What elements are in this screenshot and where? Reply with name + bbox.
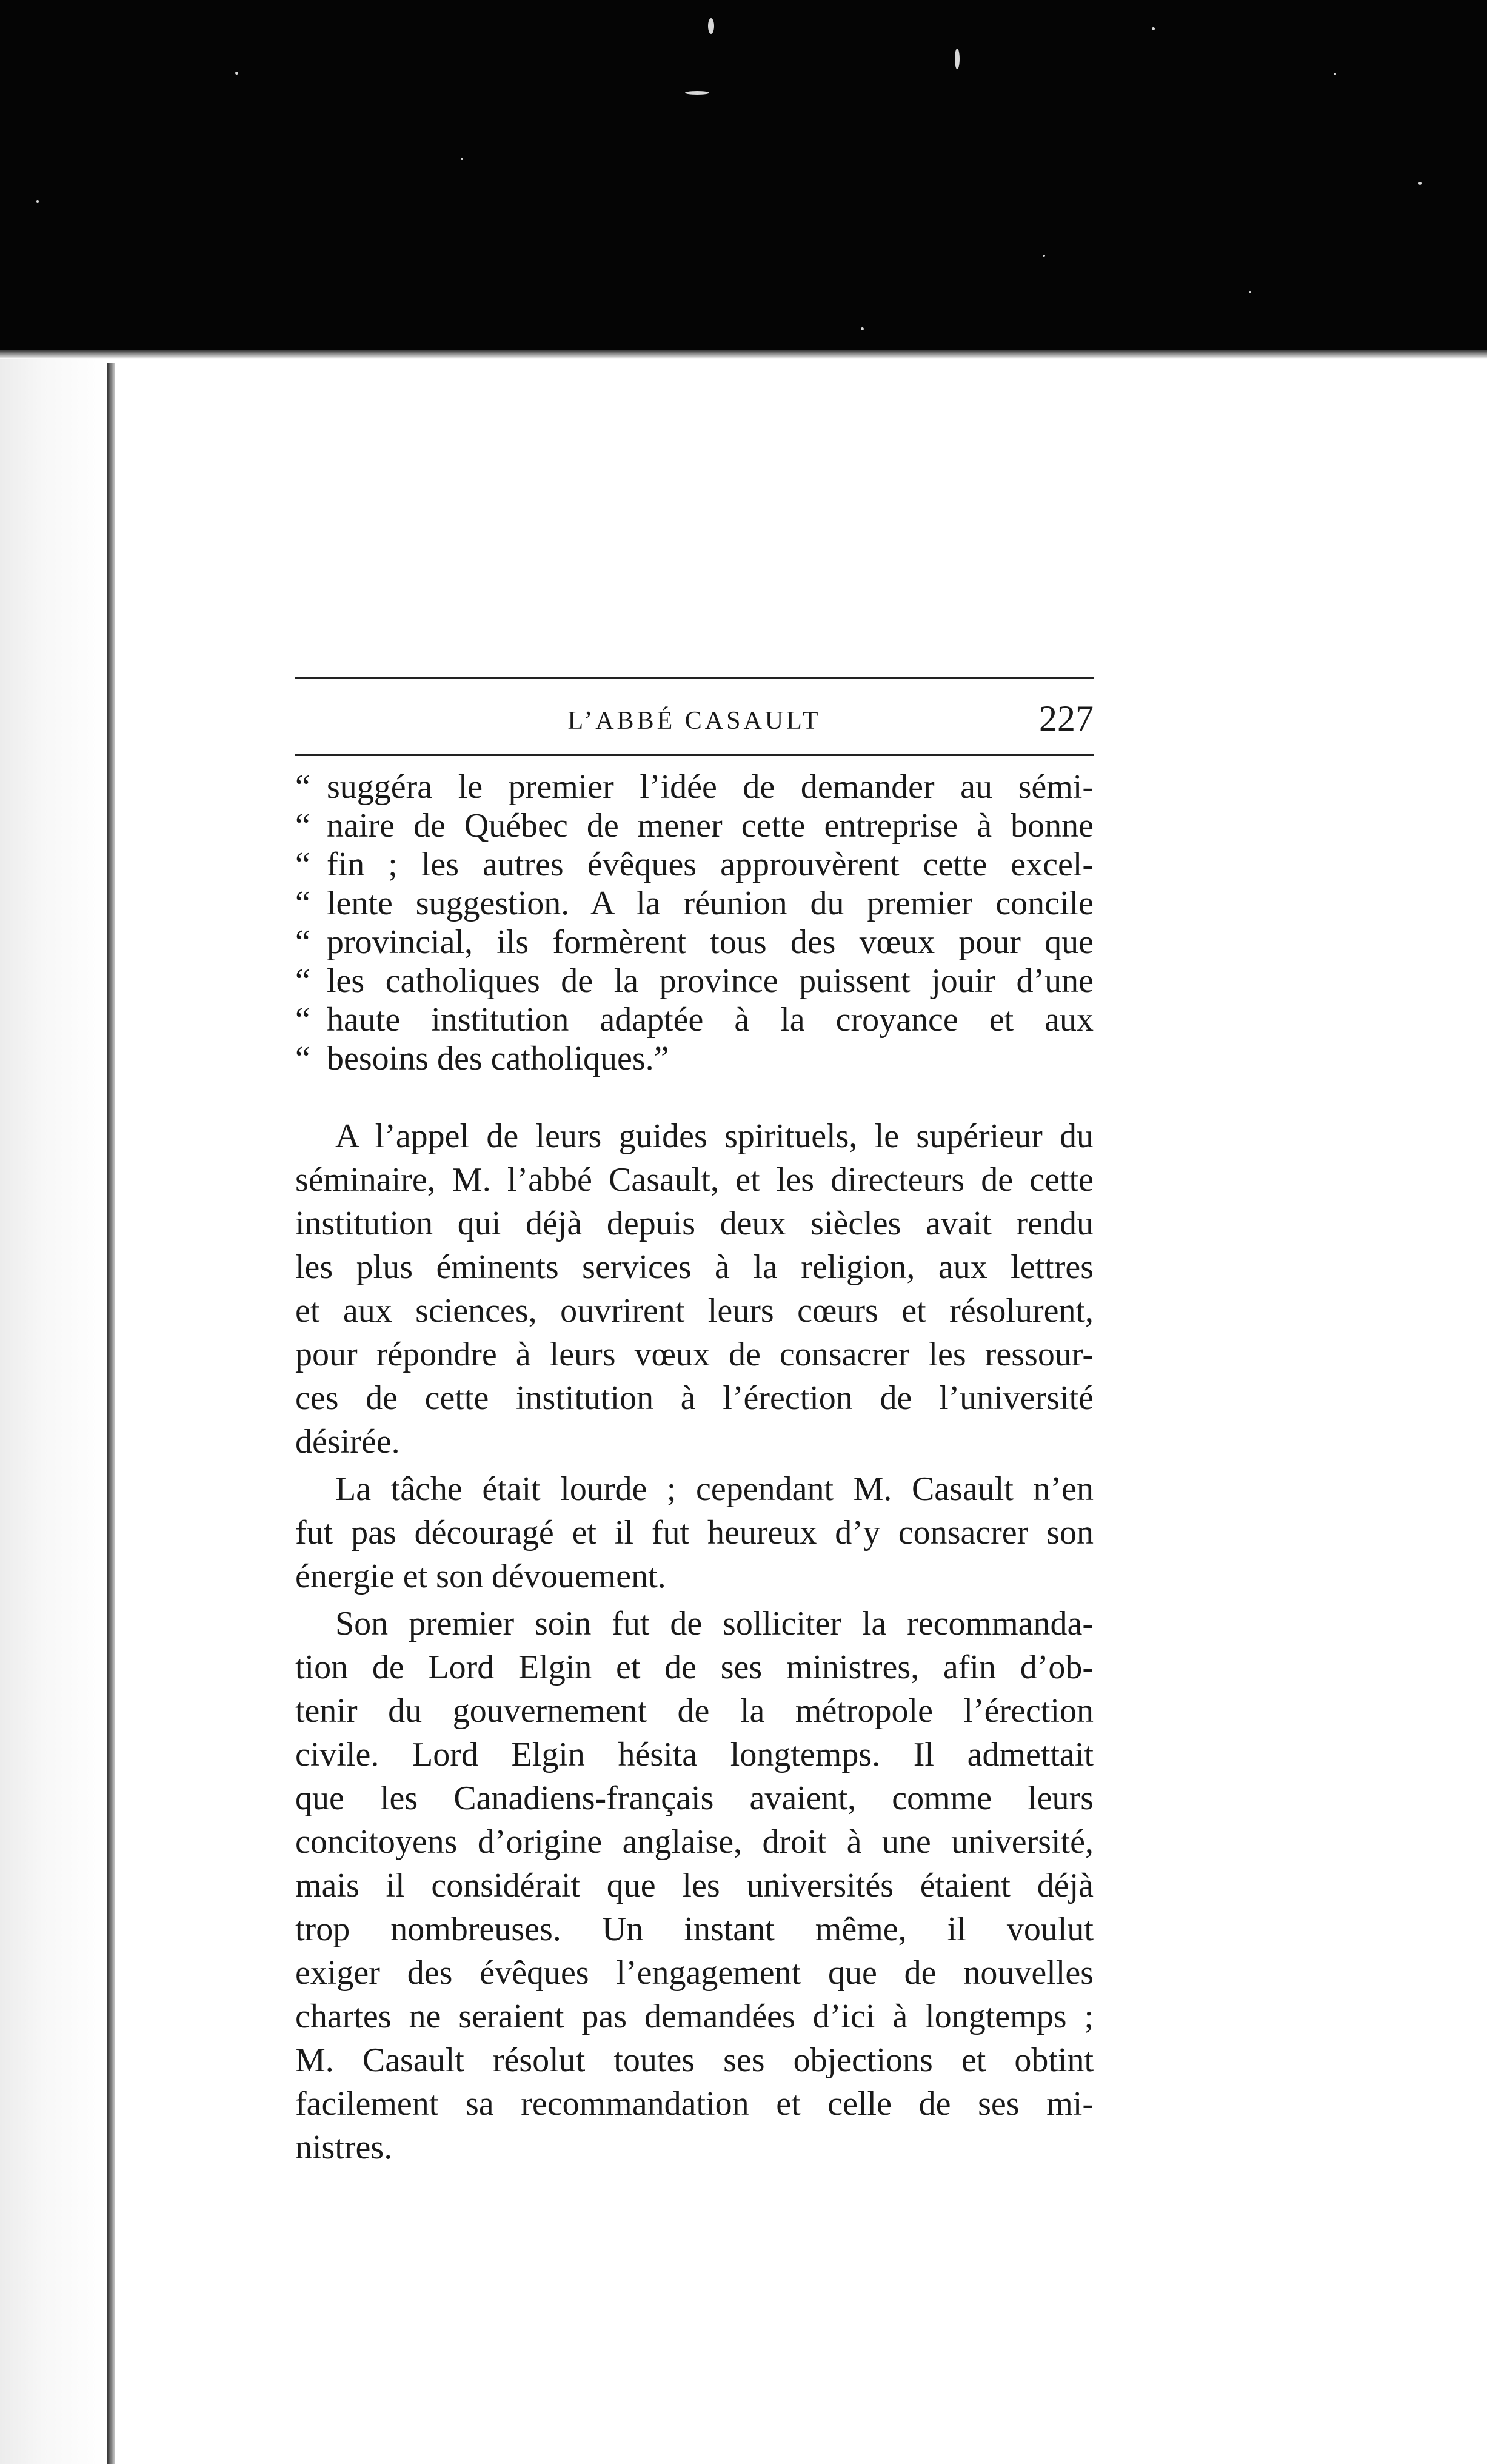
quote-line: [295, 884, 1094, 923]
quoted-passage: [295, 768, 1094, 1078]
paragraph-line: désirée.: [295, 1423, 400, 1461]
quote-line-text: haute institution adaptée à la croyance et aux: [327, 1001, 1094, 1039]
dust-speck: [955, 49, 960, 69]
page-top-edge: [0, 350, 1487, 359]
quote-mark: “: [295, 923, 310, 961]
dust-speck: [1043, 255, 1045, 257]
paragraph-line: tion de Lord Elgin et de ses ministres, afin d’ob-: [295, 1649, 1094, 1686]
dust-speck: [461, 158, 463, 160]
paragraph-line: ces de cette institution à l’érection de l’université: [295, 1379, 1094, 1417]
page-gutter-edge: [107, 363, 115, 2464]
paragraph-line: et aux sciences, ouvrirent leurs cœurs et résolurent,: [295, 1292, 1094, 1330]
running-title: L’ABBÉ CASAULT: [567, 707, 821, 735]
paragraph-line: La tâche était lourde ; cependant M. Casault n’en: [335, 1470, 1094, 1508]
paragraph-spacer: [295, 1078, 1094, 1114]
paragraph-line: civile. Lord Elgin hésita longtemps. Il admettait: [295, 1736, 1094, 1773]
quote-line: [295, 923, 1094, 962]
quote-mark: “: [295, 1001, 310, 1039]
paragraph-line: chartes ne seraient pas demandées d’ici à longtemps ;: [295, 1998, 1094, 2035]
dust-speck: [1152, 27, 1155, 30]
paragraph-line: mais il considérait que les universités étaient déjà: [295, 1867, 1094, 1904]
quote-line: [295, 768, 1094, 806]
quote-line-text: naire de Québec de mener cette entreprise à bonne: [327, 807, 1094, 845]
paragraph-line: séminaire, M. l’abbé Casault, et les directeurs de cette: [295, 1161, 1094, 1199]
running-head: [295, 693, 1094, 748]
header-rule-top: [295, 677, 1094, 679]
page-number: 227: [1039, 698, 1094, 738]
quote-line: [295, 806, 1094, 845]
header-rule-bottom: [295, 754, 1094, 756]
paragraph-line: A l’appel de leurs guides spirituels, le supérieur du: [335, 1117, 1094, 1155]
quote-line-text: provincial, ils formèrent tous des vœux pour que: [327, 923, 1094, 961]
quote-line-text: lente suggestion. A la réunion du premier concile: [327, 885, 1094, 922]
dust-speck: [1334, 73, 1336, 75]
paragraph-line: nistres.: [295, 2129, 393, 2166]
paragraph-line: facilement sa recommandation et celle de ses mi-: [295, 2085, 1094, 2123]
paragraph-line: trop nombreuses. Un instant même, il voulut: [295, 1910, 1094, 1948]
paragraph-line: exiger des évêques l’engagement que de nouvelles: [295, 1954, 1094, 1992]
page-binding-shadow: [0, 350, 107, 2464]
dust-speck: [1418, 182, 1422, 185]
paragraph-line: pour répondre à leurs vœux de consacrer les ressour-: [295, 1336, 1094, 1373]
quote-line: [295, 845, 1094, 884]
paragraph-line: Son premier soin fut de solliciter la recommanda-: [335, 1605, 1094, 1642]
quote-line: [295, 1000, 1094, 1039]
paragraph-line: que les Canadiens-français avaient, comme leurs: [295, 1779, 1094, 1817]
paragraph-line: les plus éminents services à la religion, aux lettres: [295, 1248, 1094, 1286]
quote-line: [295, 962, 1094, 1000]
dust-speck: [708, 18, 714, 34]
quote-mark: “: [295, 1040, 310, 1077]
quote-line: [295, 1039, 1094, 1078]
dust-speck: [235, 72, 238, 75]
quote-line-text: fin ; les autres évêques approuvèrent cette excel-: [327, 846, 1094, 883]
paragraph-line: concitoyens d’origine anglaise, droit à une université,: [295, 1823, 1094, 1861]
quote-mark: “: [295, 846, 310, 883]
quote-line-text: les catholiques de la province puissent jouir d’une: [327, 962, 1094, 1000]
quote-mark: “: [295, 807, 310, 845]
paragraph-line: institution qui déjà depuis deux siècles avait rendu: [295, 1205, 1094, 1242]
quote-line-text: suggéra le premier l’idée de demander au sémi-: [327, 768, 1094, 806]
paragraph: [295, 1467, 1094, 1598]
paragraph-line: énergie et son dévouement.: [295, 1558, 666, 1595]
quote-mark: “: [295, 768, 310, 806]
dust-speck: [861, 327, 864, 330]
dust-speck: [1249, 291, 1251, 293]
quote-line-text: besoins des catholiques.”: [327, 1040, 669, 1077]
book-page: [0, 350, 1487, 2464]
dust-speck: [36, 200, 39, 203]
paragraph: [295, 1114, 1094, 1464]
quote-mark: “: [295, 885, 310, 922]
paragraph-line: M. Casault résolut toutes ses objections et obtint: [295, 2041, 1094, 2079]
paragraph-line: tenir du gouvernement de la métropole l’érection: [295, 1692, 1094, 1730]
quote-mark: “: [295, 962, 310, 1000]
paragraph: [295, 1602, 1094, 2169]
dust-speck: [685, 91, 709, 95]
body-text: [295, 768, 1094, 2169]
paragraph-line: fut pas découragé et il fut heureux d’y consacrer son: [295, 1514, 1094, 1552]
